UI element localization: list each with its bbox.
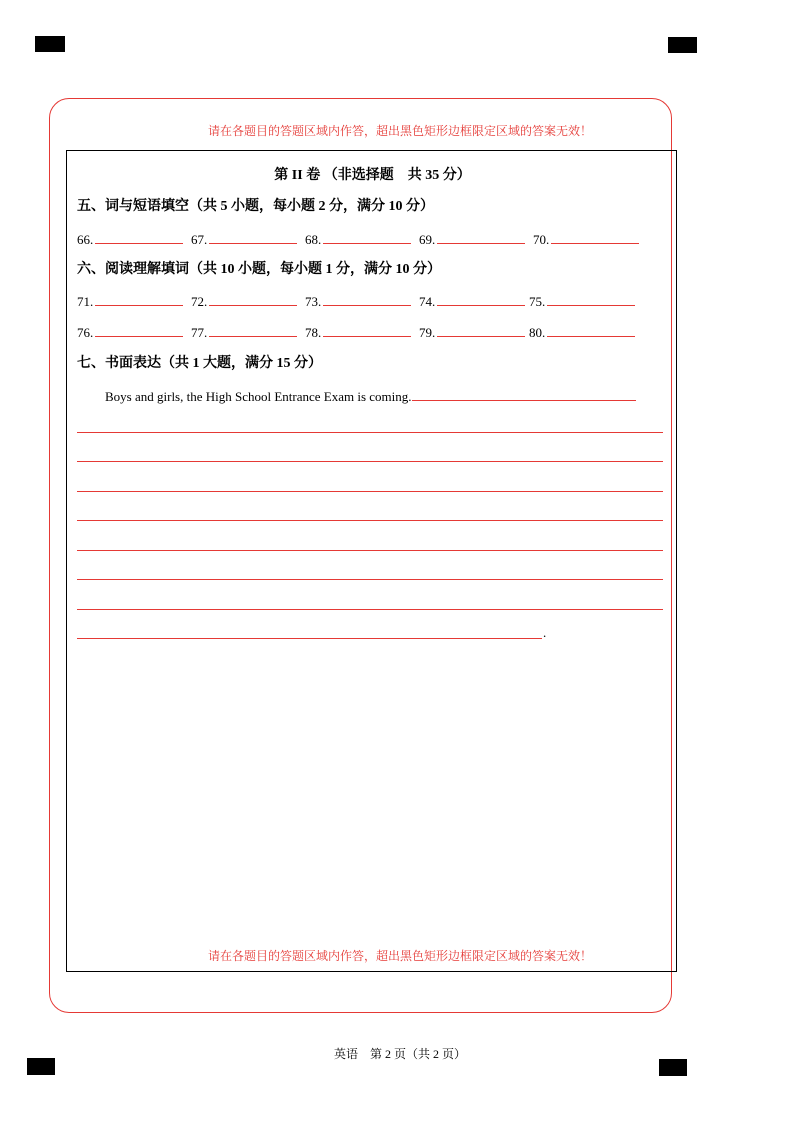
writing-line[interactable] <box>77 550 663 551</box>
answer-slot[interactable]: 69. <box>419 230 525 248</box>
registration-mark-top-right <box>668 37 697 53</box>
answer-blank[interactable] <box>209 323 297 337</box>
part6-answer-row-1 <box>77 292 667 312</box>
essay-prompt-line[interactable] <box>105 387 636 405</box>
top-warning: 请在各题目的答题区域内作答，超出黑色矩形边框限定区域的答案无效！ <box>207 124 592 138</box>
answer-blank[interactable] <box>547 292 635 306</box>
writing-line[interactable] <box>77 461 663 462</box>
answer-blank[interactable] <box>437 323 525 337</box>
registration-mark-top-left <box>35 36 65 52</box>
answer-blank[interactable] <box>209 230 297 244</box>
answer-blank[interactable] <box>209 292 297 306</box>
essay-blank[interactable] <box>412 387 636 401</box>
part6-heading: 六、阅读理解填词（共 10 小题，每小题 1 分，满分 10 分） <box>77 262 441 277</box>
answer-blank[interactable] <box>551 230 639 244</box>
answer-slot[interactable]: 67. <box>191 230 297 248</box>
answer-slot[interactable]: 75. <box>529 292 635 310</box>
writing-line-last[interactable] <box>77 638 542 639</box>
part5-answer-row <box>77 230 667 250</box>
essay-prompt: Boys and girls, the High School Entrance Exam is coming. <box>105 389 412 404</box>
answer-slot[interactable]: 76. <box>77 323 183 341</box>
page-footer: 英语 第 2 页（共 2 页） <box>333 1047 466 1061</box>
answer-box <box>66 150 677 972</box>
answer-blank[interactable] <box>323 230 411 244</box>
writing-line[interactable] <box>77 609 663 610</box>
answer-slot[interactable]: 78. <box>305 323 411 341</box>
part5-heading: 五、词与短语填空（共 5 小题，每小题 2 分，满分 10 分） <box>77 199 434 214</box>
answer-blank[interactable] <box>323 323 411 337</box>
answer-blank[interactable] <box>547 323 635 337</box>
part6-answer-row-2 <box>77 323 667 343</box>
essay-end-period: . <box>543 625 547 640</box>
answer-slot[interactable]: 66. <box>77 230 183 248</box>
answer-blank[interactable] <box>95 230 183 244</box>
answer-blank[interactable] <box>437 292 525 306</box>
answer-slot[interactable]: 74. <box>419 292 525 310</box>
answer-blank[interactable] <box>95 292 183 306</box>
part7-heading: 七、书面表达（共 1 大题，满分 15 分） <box>77 356 322 371</box>
writing-line[interactable] <box>77 491 663 492</box>
answer-slot[interactable]: 71. <box>77 292 183 310</box>
answer-blank[interactable] <box>95 323 183 337</box>
answer-blank[interactable] <box>437 230 525 244</box>
bottom-warning: 请在各题目的答题区域内作答，超出黑色矩形边框限定区域的答案无效！ <box>207 949 592 963</box>
answer-slot[interactable]: 68. <box>305 230 411 248</box>
writing-line[interactable] <box>77 432 663 433</box>
answer-slot[interactable]: 70. <box>533 230 639 248</box>
answer-slot[interactable]: 80. <box>529 323 635 341</box>
writing-line[interactable] <box>77 520 663 521</box>
answer-slot[interactable]: 79. <box>419 323 525 341</box>
answer-slot[interactable]: 72. <box>191 292 297 310</box>
answer-blank[interactable] <box>323 292 411 306</box>
answer-slot[interactable]: 73. <box>305 292 411 310</box>
writing-line[interactable] <box>77 579 663 580</box>
answer-slot[interactable]: 77. <box>191 323 297 341</box>
section-title: 第 II 卷 （非选择题 共 35 分） <box>274 168 471 183</box>
